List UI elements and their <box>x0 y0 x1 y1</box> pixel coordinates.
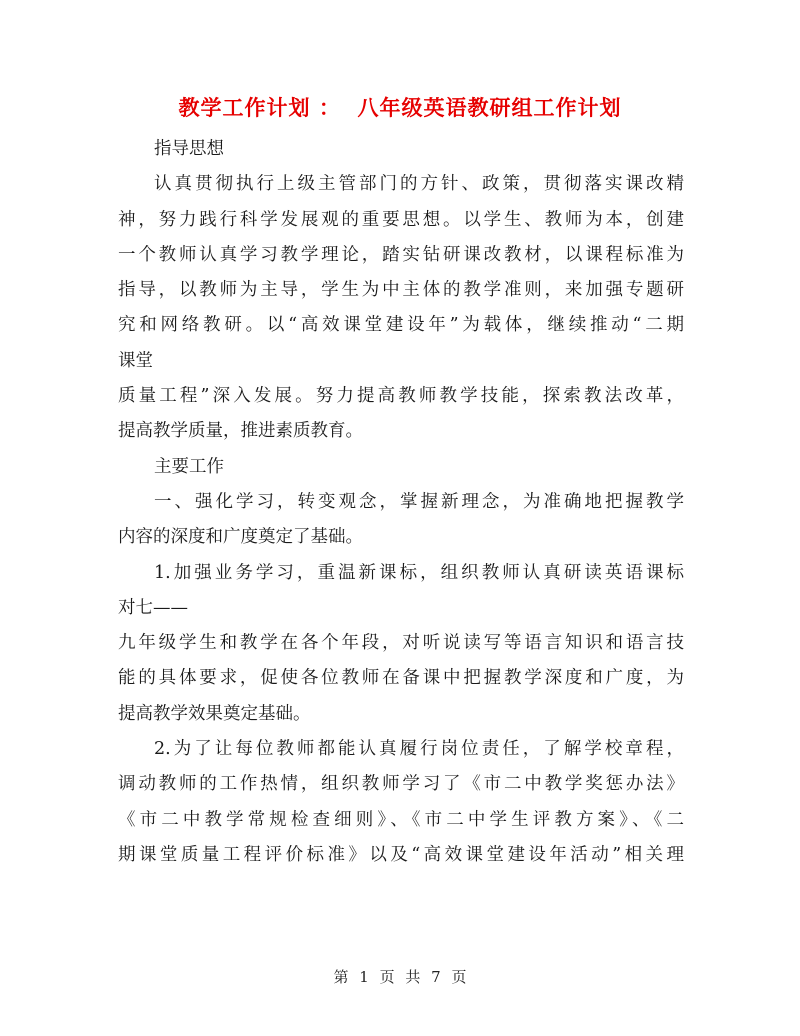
text-line: 内容的深度和广度奠定了基础。 <box>118 527 363 548</box>
text-line: 调动教师的工作热情，组织教师学习了《市二中教学奖惩办法》 <box>118 774 684 795</box>
page-footer: 第 1 页 共 7 页 <box>333 968 467 986</box>
text-line: 《市二中教学常规检查细则》、《市二中学生评教方案》、《二 <box>118 809 684 830</box>
text-line: 指导思想 <box>154 139 224 159</box>
text-line: 指导，以教师为主导，学生为中主体的教学准则，来加强专题研 <box>118 280 684 301</box>
text-line: 期课堂质量工程评价标准》以及“高效课堂建设年活动”相关理 <box>118 844 684 865</box>
text-line: 一个教师认真学习教学理论，踏实钻研课改教材，以课程标准为 <box>118 244 684 265</box>
text-line: 提高教学质量，推进素质教育。 <box>118 421 363 442</box>
text-line: 课堂 <box>118 350 153 371</box>
text-line: 质量工程”深入发展。努力提高教师教学技能，探索教法改革， <box>118 386 684 407</box>
document-body <box>118 132 684 873</box>
text-line: 能的具体要求，促使各位教师在备课中把握教学深度和广度，为 <box>118 668 684 689</box>
text-line: 对七—— <box>118 597 188 618</box>
text-line: 1.加强业务学习，重温新课标，组织教师认真研读英语课标 <box>154 562 684 583</box>
text-line: 神，努力践行科学发展观的重要思想。以学生、教师为本，创建 <box>118 209 684 230</box>
text-line: 提高教学效果奠定基础。 <box>118 703 311 724</box>
text-line: 2.为了让每位教师都能认真履行岗位责任，了解学校章程， <box>154 739 684 760</box>
document-title: 教学工作计划 ： 八年级英语教研组工作计划 <box>178 95 622 120</box>
text-line: 九年级学生和教学在各个年段，对听说读写等语言知识和语言技 <box>118 633 684 654</box>
text-line: 一、强化学习，转变观念，掌握新理念，为准确地把握教学 <box>154 491 684 512</box>
text-line: 究和网络教研。以“高效课堂建设年”为载体，继续推动“二期 <box>118 315 684 336</box>
text-line: 认真贯彻执行上级主管部门的方针、政策，贯彻落实课改精 <box>154 174 684 195</box>
text-line: 主要工作 <box>154 456 224 477</box>
